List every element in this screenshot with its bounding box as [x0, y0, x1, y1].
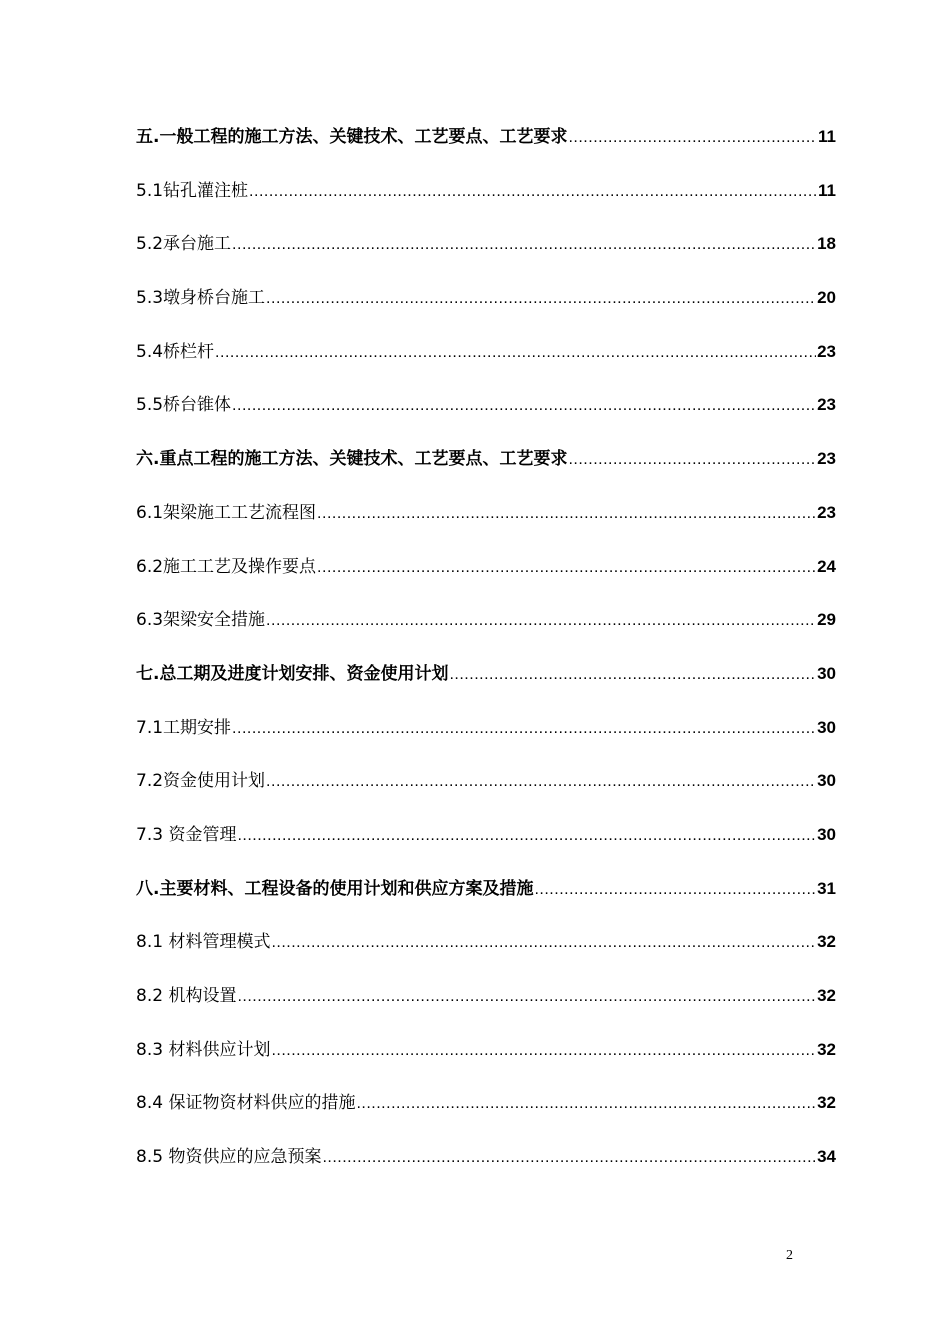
toc-entry-6[interactable]	[136, 444, 836, 498]
toc-entry-page: 29	[817, 610, 836, 630]
toc-leader-dots	[271, 928, 816, 958]
toc-leader-dots	[237, 982, 816, 1012]
toc-entry-7-1[interactable]	[136, 713, 836, 767]
toc-leader-dots	[232, 714, 816, 744]
toc-entry-6-3[interactable]	[136, 605, 836, 659]
toc-entry-page: 34	[817, 1147, 836, 1167]
toc-entry-6-2[interactable]	[136, 552, 836, 606]
toc-entry-page: 30	[817, 824, 836, 844]
toc-entry-page: 32	[817, 932, 836, 952]
toc-entry-page: 32	[817, 1093, 836, 1113]
table-of-contents	[136, 122, 836, 1196]
toc-entry-page: 31	[817, 878, 836, 898]
toc-entry-label: 8.4 保证物资材料供应的措施	[136, 1093, 356, 1114]
toc-entry-8-3[interactable]	[136, 1035, 836, 1089]
page-number: 2	[786, 1248, 793, 1263]
toc-entry-label: 8.3 材料供应计划	[136, 1039, 271, 1060]
toc-entry-label: 6.3架梁安全措施	[136, 610, 266, 631]
toc-entry-label: 8.2 机构设置	[136, 986, 237, 1006]
toc-leader-dots	[266, 767, 816, 797]
toc-entry-label: 7.1工期安排	[136, 717, 232, 738]
toc-leader-dots	[266, 284, 816, 314]
toc-entry-label: 六.重点工程的施工方法、关键技术、工艺要点、工艺要求	[136, 449, 568, 470]
toc-entry-label: 8.5 物资供应的应急预案	[136, 1147, 322, 1168]
toc-entry-label: 8.1 材料管理模式	[136, 932, 271, 953]
toc-entry-label: 5.3墩身桥台施工	[136, 288, 266, 309]
toc-entry-label: 5.4桥栏杆	[136, 341, 215, 362]
toc-entry-5-2[interactable]	[136, 229, 836, 283]
toc-entry-page: 23	[817, 395, 836, 415]
toc-entry-label: 5.1钻孔灌注桩	[136, 180, 249, 201]
toc-entry-label: 5.2承台施工	[136, 234, 232, 255]
toc-leader-dots	[356, 1089, 816, 1119]
toc-entry-7-3[interactable]	[136, 820, 836, 874]
toc-entry-label: 6.2施工工艺及操作要点	[136, 556, 317, 577]
toc-entry-8[interactable]	[136, 874, 836, 928]
toc-leader-dots	[317, 499, 816, 529]
toc-leader-dots	[271, 1036, 816, 1066]
toc-entry-page: 23	[817, 341, 836, 361]
toc-leader-dots	[534, 875, 816, 905]
toc-entry-page: 23	[817, 449, 836, 469]
toc-entry-label: 五.一般工程的施工方法、关键技术、工艺要点、工艺要求	[136, 127, 568, 147]
toc-entry-6-1[interactable]	[136, 498, 836, 552]
toc-entry-page: 20	[817, 288, 836, 308]
toc-leader-dots	[232, 391, 816, 421]
toc-entry-page: 32	[817, 986, 836, 1005]
toc-leader-dots	[215, 338, 816, 368]
toc-leader-dots	[449, 660, 816, 690]
toc-entry-label: 7.2资金使用计划	[136, 771, 266, 792]
toc-entry-label: 7.3 资金管理	[136, 824, 237, 845]
toc-entry-5-3[interactable]	[136, 283, 836, 337]
toc-entry-label: 八.主要材料、工程设备的使用计划和供应方案及措施	[136, 878, 534, 899]
toc-entry-page: 18	[817, 234, 836, 254]
toc-entry-8-2[interactable]	[136, 981, 836, 1035]
toc-entry-5[interactable]	[136, 122, 836, 176]
toc-entry-7-2[interactable]	[136, 766, 836, 820]
toc-leader-dots	[266, 606, 816, 636]
toc-leader-dots	[232, 230, 816, 260]
toc-leader-dots	[237, 821, 816, 851]
toc-leader-dots	[322, 1143, 816, 1173]
toc-entry-page: 11	[818, 127, 836, 146]
toc-entry-page: 23	[817, 502, 836, 522]
toc-entry-label: 七.总工期及进度计划安排、资金使用计划	[136, 663, 449, 684]
toc-leader-dots	[568, 123, 817, 153]
toc-leader-dots	[317, 553, 816, 583]
toc-entry-page: 32	[817, 1039, 836, 1059]
toc-entry-page: 30	[817, 663, 836, 683]
toc-entry-5-1[interactable]	[136, 176, 836, 230]
toc-entry-page: 30	[817, 717, 836, 737]
toc-entry-label: 5.5桥台锥体	[136, 395, 232, 416]
toc-entry-8-5[interactable]	[136, 1142, 836, 1196]
toc-entry-5-4[interactable]	[136, 337, 836, 391]
toc-entry-page: 30	[817, 771, 836, 791]
toc-leader-dots	[568, 445, 816, 475]
toc-entry-5-5[interactable]	[136, 390, 836, 444]
toc-entry-page: 11	[818, 180, 836, 200]
toc-entry-8-1[interactable]	[136, 927, 836, 981]
toc-entry-page: 24	[817, 556, 836, 576]
toc-entry-7[interactable]	[136, 659, 836, 713]
toc-entry-label: 6.1架梁施工工艺流程图	[136, 502, 317, 523]
toc-leader-dots	[249, 177, 817, 207]
toc-entry-8-4[interactable]	[136, 1088, 836, 1142]
